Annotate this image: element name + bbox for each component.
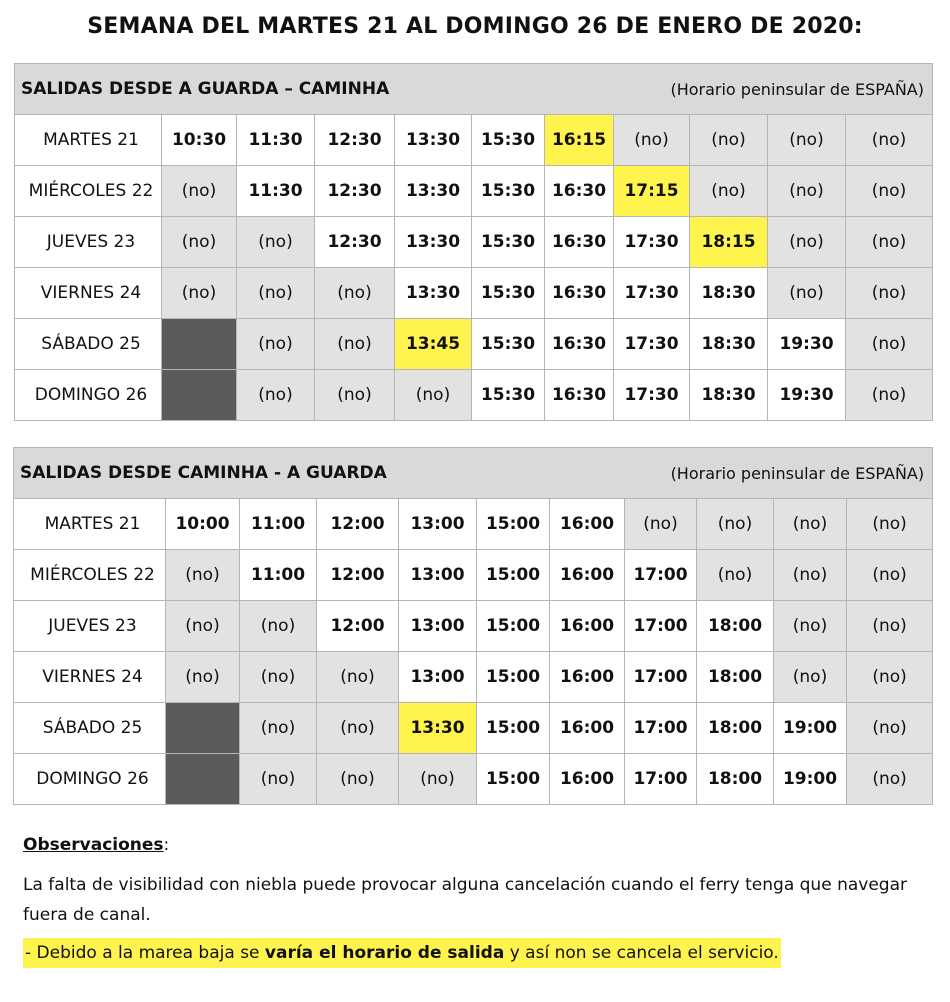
day-label: SÁBADO 25 xyxy=(15,319,162,370)
no-service-cell: (no) xyxy=(317,703,399,754)
timezone-note: (Horario peninsular de ESPAÑA) xyxy=(670,463,925,483)
no-service-cell: (no) xyxy=(768,115,846,166)
departure-cell: 11:00 xyxy=(240,499,317,550)
no-service-cell: (no) xyxy=(237,319,315,370)
departure-cell: 17:30 xyxy=(614,319,690,370)
departure-cell: 19:30 xyxy=(768,319,846,370)
no-service-cell: (no) xyxy=(399,754,477,805)
no-service-cell: (no) xyxy=(847,754,933,805)
no-service-cell: (no) xyxy=(846,115,933,166)
no-service-cell: (no) xyxy=(847,499,933,550)
departure-cell: 12:00 xyxy=(317,499,399,550)
departure-cell: 19:30 xyxy=(768,370,846,421)
no-service-cell: (no) xyxy=(315,268,395,319)
no-service-cell: (no) xyxy=(395,370,472,421)
no-service-cell: (no) xyxy=(240,754,317,805)
table-row xyxy=(15,166,933,217)
departure-cell: 11:30 xyxy=(237,166,315,217)
departure-cell: 19:00 xyxy=(774,703,847,754)
departure-cell: 17:00 xyxy=(625,550,697,601)
no-service-cell: (no) xyxy=(166,652,240,703)
day-label: JUEVES 23 xyxy=(14,601,166,652)
table-header xyxy=(14,448,933,499)
departure-cell: 13:30 xyxy=(395,115,472,166)
no-service-cell: (no) xyxy=(846,166,933,217)
no-service-cell: (no) xyxy=(162,217,237,268)
day-label: MARTES 21 xyxy=(15,115,162,166)
table-row xyxy=(15,370,933,421)
no-service-cell: (no) xyxy=(237,217,315,268)
day-label: DOMINGO 26 xyxy=(14,754,166,805)
departure-cell: 12:30 xyxy=(315,217,395,268)
departure-cell: 17:30 xyxy=(614,268,690,319)
no-service-cell: (no) xyxy=(317,754,399,805)
departure-cell: 15:00 xyxy=(477,499,550,550)
no-service-cell: (no) xyxy=(162,166,237,217)
observations-paragraph: La falta de visibilidad con niebla puede provocar alguna cancelación cuando el ferry tenga que navegar fuera de canal. xyxy=(23,875,907,925)
departure-cell: 13:00 xyxy=(399,499,477,550)
highlighted-departure-cell: 16:15 xyxy=(545,115,614,166)
no-service-cell: (no) xyxy=(768,166,846,217)
observations-heading: Observaciones xyxy=(23,835,164,855)
departure-cell: 12:30 xyxy=(315,166,395,217)
day-label: MIÉRCOLES 22 xyxy=(14,550,166,601)
table-row xyxy=(14,652,933,703)
departure-cell: 15:30 xyxy=(472,166,545,217)
departure-cell: 16:00 xyxy=(550,601,625,652)
departure-cell: 15:00 xyxy=(477,601,550,652)
departure-cell: 15:30 xyxy=(472,319,545,370)
departure-cell: 18:30 xyxy=(690,370,768,421)
departure-cell: 18:00 xyxy=(697,754,774,805)
departure-cell: 16:00 xyxy=(550,499,625,550)
table-heading: SALIDAS DESDE CAMINHA - A GUARDA xyxy=(20,463,387,483)
table-row xyxy=(14,550,933,601)
no-service-cell: (no) xyxy=(162,268,237,319)
no-service-cell: (no) xyxy=(240,652,317,703)
schedule-table-caminha-guarda xyxy=(13,447,933,805)
blocked-cell xyxy=(162,319,237,370)
departure-cell: 16:30 xyxy=(545,319,614,370)
highlighted-departure-cell: 18:15 xyxy=(690,217,768,268)
departure-cell: 19:00 xyxy=(774,754,847,805)
highlighted-departure-cell: 13:45 xyxy=(395,319,472,370)
departure-cell: 11:30 xyxy=(237,115,315,166)
departure-cell: 17:30 xyxy=(614,370,690,421)
table-row xyxy=(15,217,933,268)
day-label: DOMINGO 26 xyxy=(15,370,162,421)
no-service-cell: (no) xyxy=(847,550,933,601)
observations xyxy=(23,830,923,968)
no-service-cell: (no) xyxy=(697,550,774,601)
page-title: SEMANA DEL MARTES 21 AL DOMINGO 26 DE ENERO DE 2020: xyxy=(87,14,863,39)
no-service-cell: (no) xyxy=(846,217,933,268)
no-service-cell: (no) xyxy=(847,703,933,754)
no-service-cell: (no) xyxy=(846,370,933,421)
departure-cell: 13:00 xyxy=(399,652,477,703)
departure-cell: 15:30 xyxy=(472,217,545,268)
no-service-cell: (no) xyxy=(690,166,768,217)
no-service-cell: (no) xyxy=(846,268,933,319)
timezone-note: (Horario peninsular de ESPAÑA) xyxy=(670,79,924,99)
blocked-cell xyxy=(166,703,240,754)
table-row xyxy=(14,499,933,550)
departure-cell: 16:00 xyxy=(550,703,625,754)
departure-cell: 10:00 xyxy=(166,499,240,550)
no-service-cell: (no) xyxy=(690,115,768,166)
departure-cell: 13:30 xyxy=(395,268,472,319)
departure-cell: 16:00 xyxy=(550,652,625,703)
no-service-cell: (no) xyxy=(166,550,240,601)
departure-cell: 13:00 xyxy=(399,550,477,601)
departure-cell: 11:00 xyxy=(240,550,317,601)
departure-cell: 18:00 xyxy=(697,652,774,703)
tide-note xyxy=(23,938,781,968)
table-row xyxy=(14,754,933,805)
no-service-cell: (no) xyxy=(847,601,933,652)
departure-cell: 15:30 xyxy=(472,115,545,166)
schedule-table-guarda-caminha xyxy=(14,63,933,421)
no-service-cell: (no) xyxy=(317,652,399,703)
departure-cell: 17:30 xyxy=(614,217,690,268)
departure-cell: 13:00 xyxy=(399,601,477,652)
observations-colon: : xyxy=(163,835,170,855)
departure-cell: 16:30 xyxy=(545,268,614,319)
table-row xyxy=(14,601,933,652)
departure-cell: 15:30 xyxy=(472,370,545,421)
no-service-cell: (no) xyxy=(237,268,315,319)
tide-note-part1: - Debido a la marea baja se xyxy=(25,943,265,963)
no-service-cell: (no) xyxy=(237,370,315,421)
day-label: SÁBADO 25 xyxy=(14,703,166,754)
departure-cell: 15:00 xyxy=(477,703,550,754)
departure-cell: 17:00 xyxy=(625,754,697,805)
no-service-cell: (no) xyxy=(240,601,317,652)
blocked-cell xyxy=(162,370,237,421)
table-row xyxy=(15,115,933,166)
no-service-cell: (no) xyxy=(625,499,697,550)
departure-cell: 15:00 xyxy=(477,754,550,805)
no-service-cell: (no) xyxy=(847,652,933,703)
departure-cell: 16:30 xyxy=(545,370,614,421)
departure-cell: 10:30 xyxy=(162,115,237,166)
day-label: VIERNES 24 xyxy=(14,652,166,703)
no-service-cell: (no) xyxy=(315,319,395,370)
departure-cell: 16:30 xyxy=(545,166,614,217)
blocked-cell xyxy=(166,754,240,805)
departure-cell: 18:00 xyxy=(697,601,774,652)
no-service-cell: (no) xyxy=(315,370,395,421)
day-label: MARTES 21 xyxy=(14,499,166,550)
departure-cell: 15:30 xyxy=(472,268,545,319)
departure-cell: 12:00 xyxy=(317,550,399,601)
no-service-cell: (no) xyxy=(768,217,846,268)
departure-cell: 16:00 xyxy=(550,550,625,601)
day-label: VIERNES 24 xyxy=(15,268,162,319)
day-label: MIÉRCOLES 22 xyxy=(15,166,162,217)
table-heading: SALIDAS DESDE A GUARDA – CAMINHA xyxy=(21,79,390,99)
no-service-cell: (no) xyxy=(240,703,317,754)
no-service-cell: (no) xyxy=(774,601,847,652)
departure-cell: 18:30 xyxy=(690,268,768,319)
tide-note-bold: varía el horario de salida xyxy=(264,943,505,963)
departure-cell: 18:00 xyxy=(697,703,774,754)
no-service-cell: (no) xyxy=(774,652,847,703)
no-service-cell: (no) xyxy=(697,499,774,550)
no-service-cell: (no) xyxy=(768,268,846,319)
departure-cell: 12:30 xyxy=(315,115,395,166)
no-service-cell: (no) xyxy=(846,319,933,370)
departure-cell: 12:00 xyxy=(317,601,399,652)
departure-cell: 16:30 xyxy=(545,217,614,268)
departure-cell: 13:30 xyxy=(395,217,472,268)
departure-cell: 18:30 xyxy=(690,319,768,370)
departure-cell: 15:00 xyxy=(477,550,550,601)
departure-cell: 15:00 xyxy=(477,652,550,703)
no-service-cell: (no) xyxy=(774,550,847,601)
table-row xyxy=(14,703,933,754)
highlighted-departure-cell: 17:15 xyxy=(614,166,690,217)
table-header xyxy=(15,64,933,115)
no-service-cell: (no) xyxy=(774,499,847,550)
departure-cell: 17:00 xyxy=(625,703,697,754)
no-service-cell: (no) xyxy=(614,115,690,166)
departure-cell: 16:00 xyxy=(550,754,625,805)
no-service-cell: (no) xyxy=(166,601,240,652)
table-row xyxy=(15,268,933,319)
tide-note-part2: y así non se cancela el servicio. xyxy=(504,943,779,963)
highlighted-departure-cell: 13:30 xyxy=(399,703,477,754)
table-row xyxy=(15,319,933,370)
departure-cell: 13:30 xyxy=(395,166,472,217)
day-label: JUEVES 23 xyxy=(15,217,162,268)
departure-cell: 17:00 xyxy=(625,601,697,652)
departure-cell: 17:00 xyxy=(625,652,697,703)
